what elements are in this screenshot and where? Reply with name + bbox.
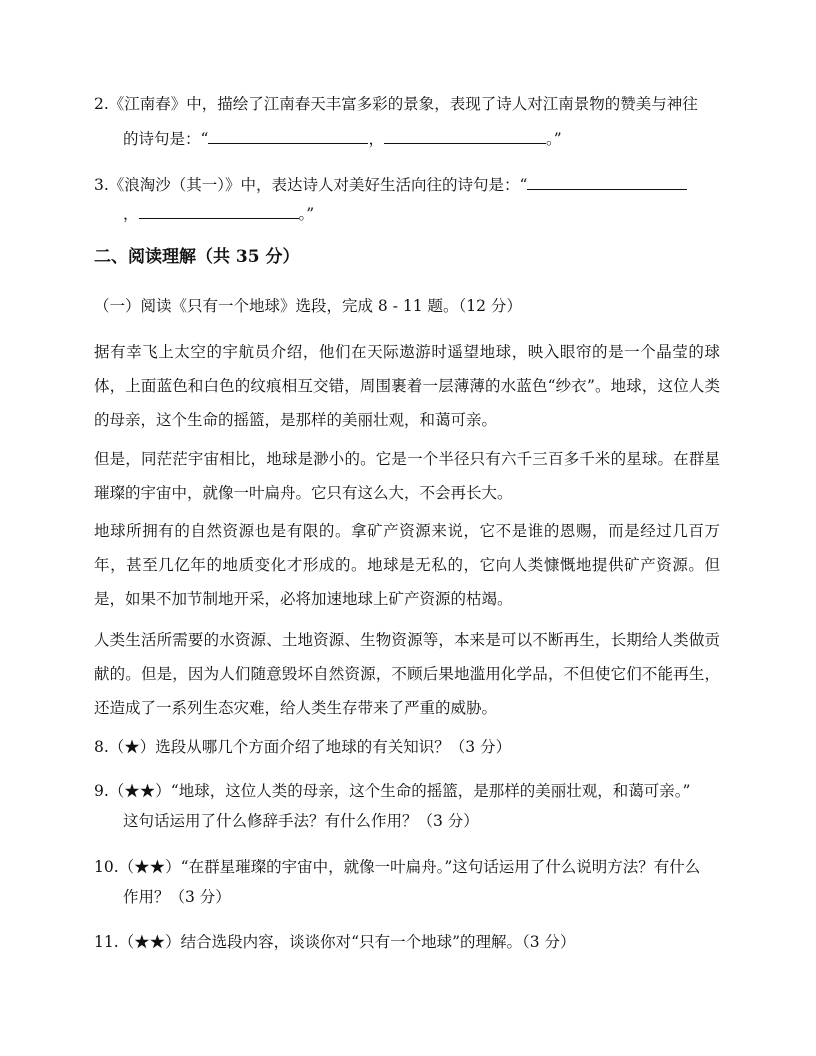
passage-paragraph-2: 但是，同茫茫宇宙相比，地球是渺小的。它是一个半径只有六千三百多千米的星球。在群星璀璨的宇宙中，就像一叶扁舟。它只有这么大，不会再长大。 (94, 450, 720, 502)
q3-line1 (94, 173, 687, 195)
q2-line1: 2.《江南春》中，描绘了江南春天丰富多彩的景象，表现了诗人对江南景物的赞美与神往 (94, 95, 698, 113)
q2-line2 (123, 127, 562, 149)
q2-comma: ， (368, 130, 384, 148)
question-9-line2: 这句话运用了什么修辞手法？有什么作用？（3 分） (123, 812, 479, 830)
q2-answer-blank-1[interactable] (208, 127, 368, 144)
question-9-line1: 9.（★★）“地球，这位人类的母亲，这个生命的摇篮，是那样的美丽壮观，和蔼可亲。” (94, 782, 691, 800)
q3-answer-blank-1[interactable] (527, 173, 687, 190)
q3-line1-prefix: 3.《浪淘沙（其一）》中，表达诗人对美好生活向往的诗句是：“ (94, 176, 528, 194)
q2-answer-blank-2[interactable] (384, 127, 546, 144)
question-11: 11.（★★）结合选段内容，谈谈你对“只有一个地球”的理解。（3 分） (94, 933, 576, 951)
q3-line2-suffix: 。” (298, 205, 315, 223)
q3-line2-prefix: ， (123, 205, 139, 223)
q2-line2-suffix: 。” (545, 130, 562, 148)
passage-paragraph-4: 人类生活所需要的水资源、土地资源、生物资源等，本来是可以不断再生，长期给人类做贡献的。但是，因为人们随意毁坏自然资源，不顾后果地滥用化学品，不但使它们不能再生，还造成了一系列生态灾难，给人类生存带来了严重的威胁。 (94, 631, 720, 717)
passage-paragraph-3: 地球所拥有的自然资源也是有限的。拿矿产资源来说，它不是谁的恩赐，而是经过几百万年，甚至几亿年的地质变化才形成的。地球是无私的，它向人类慷慨地提供矿产资源。但是，如果不加节制地开采，必将加速地球上矿产资源的枯竭。 (94, 522, 720, 608)
q3-answer-blank-2[interactable] (139, 202, 299, 219)
question-10-line2: 作用？（3 分） (123, 888, 231, 906)
q3-line2 (123, 202, 314, 224)
q2-line2-prefix: 的诗句是：“ (123, 130, 209, 148)
passage-paragraph-1: 据有幸飞上太空的宇航员介绍，他们在天际遨游时遥望地球，映入眼帘的是一个晶莹的球体，上面蓝色和白色的纹痕相互交错，周围裹着一层薄薄的水蓝色“纱衣”。地球，这位人类的母亲，这个生命的摇篮，是那样的美丽壮观，和蔼可亲。 (94, 343, 720, 429)
question-10-line1: 10.（★★）“在群星璀璨的宇宙中，就像一叶扁舟。”这句话运用了什么说明方法？有什么 (94, 858, 701, 876)
section-title: 二、阅读理解（共 35 分） (94, 247, 300, 267)
subsection-title: （一）阅读《只有一个地球》选段，完成 8 - 11 题。（12 分） (94, 297, 522, 315)
question-8: 8.（★）选段从哪几个方面介绍了地球的有关知识？（3 分） (94, 738, 512, 756)
